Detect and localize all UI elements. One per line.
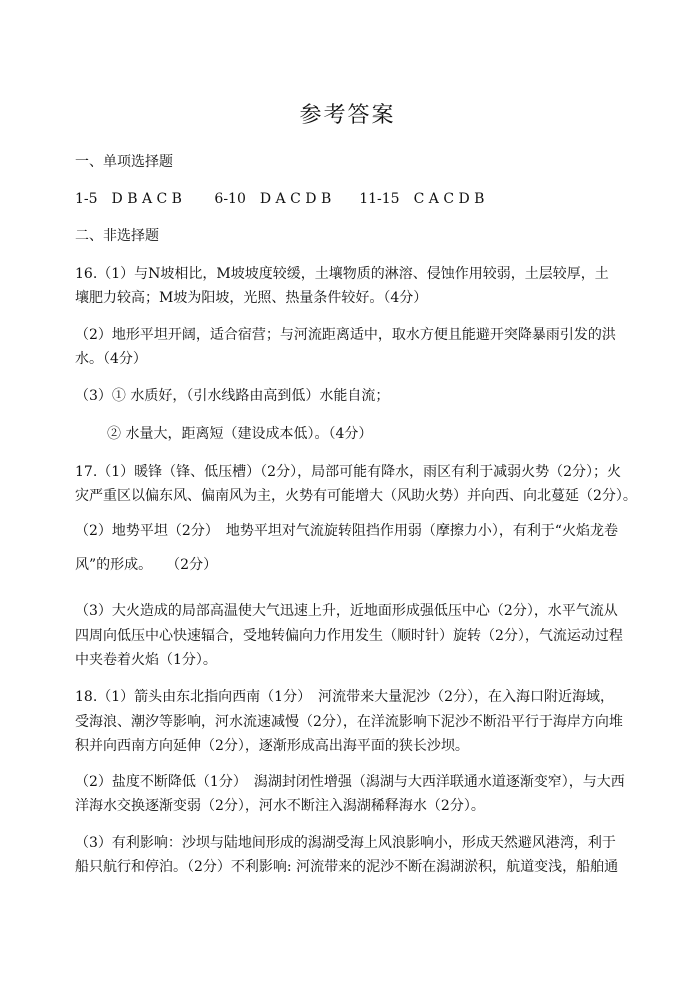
q16-part1-line2: 壤肥力较高；M坡为阳坡，光照、热量条件较好。（4分） bbox=[75, 290, 428, 306]
answer-key-row: 1-5 D B A C B 6-10 D A C D B 11-15 C A C D B bbox=[75, 191, 485, 207]
q18-part1-line1: 18.（1）箭头由东北指向西南（1分） 河流带来大量泥沙（2分），在入海口附近海域， bbox=[75, 689, 614, 705]
q18-part1-line2: 受海浪、潮汐等影响，河水流速减慢（2分），在洋流影响下泥沙不断沿平行于海岸方向堆 bbox=[75, 714, 623, 730]
section-heading-single-choice: 一、单项选择题 bbox=[75, 154, 173, 170]
q17-part3-line3: 中夹卷着火焰（1分）。 bbox=[75, 652, 217, 668]
q17-part1-line1: 17.（1）暖锋（锋、低压槽）（2分），局部可能有降水，雨区有利于减弱火势（2分）；火 bbox=[75, 464, 621, 480]
q17-part2-line2: 风”的形成。 （2分） bbox=[75, 557, 218, 573]
page-title: 参考答案 bbox=[299, 103, 396, 128]
q18-part3-line2: 船只航行和停泊。（2分）不利影响: 河流带来的泥沙不断在潟湖淤积，航道变浅，船舶通 bbox=[75, 859, 619, 875]
q18-part3-line1: （3）有利影响：沙坝与陆地间形成的潟湖受海上风浪影响小，形成天然避风港湾，利于 bbox=[75, 835, 616, 851]
section-heading-non-choice: 二、非选择题 bbox=[75, 228, 159, 244]
q16-part2-line1: （2）地形平坦开阔，适合宿营；与河流距离适中，取水方便且能避开突降暴雨引发的洪 bbox=[75, 327, 616, 343]
q18-part2-line2: 洋海水交换逐渐变弱（2分），河水不断注入潟湖稀释海水（2分）。 bbox=[75, 798, 485, 814]
q16-part1-line1: 16.（1）与N坡相比，M坡坡度较缓，土壤物质的淋溶、侵蚀作用较弱，土层较厚，土 bbox=[75, 266, 609, 282]
q18-part2-line1: （2）盐度不断降低（1分） 潟湖封闭性增强（潟湖与大西洋联通水道逐渐变窄），与大西 bbox=[75, 774, 625, 790]
q17-part1-line2: 灾严重区以偏东风、偏南风为主，火势有可能增大（风助火势）并向西、向北蔓延（2分）。 bbox=[75, 488, 637, 504]
q17-part3-line2: 四周向低压中心快速辐合，受地转偏向力作用发生（顺时针）旋转（2分），气流运动过程 bbox=[75, 628, 623, 644]
q16-part3-line1: （3）① 水质好，（引水线路由高到低）水能自流； bbox=[75, 388, 390, 404]
q16-part3-line2: ② 水量大，距离短（建设成本低）。（4分） bbox=[107, 426, 373, 442]
q18-part1-line3: 积并向西南方向延伸（2分），逐渐形成高出海平面的狭长沙坝。 bbox=[75, 738, 469, 754]
q17-part3-line1: （3）大火造成的局部高温使大气迅速上升，近地面形成强低压中心（2分），水平气流从 bbox=[75, 603, 618, 619]
q16-part2-line2: 水。（4分） bbox=[75, 351, 147, 367]
q17-part2-line1: （2）地势平坦（2分） 地势平坦对气流旋转阻挡作用弱（摩擦力小），有利于“火焰龙卷 bbox=[75, 523, 618, 539]
